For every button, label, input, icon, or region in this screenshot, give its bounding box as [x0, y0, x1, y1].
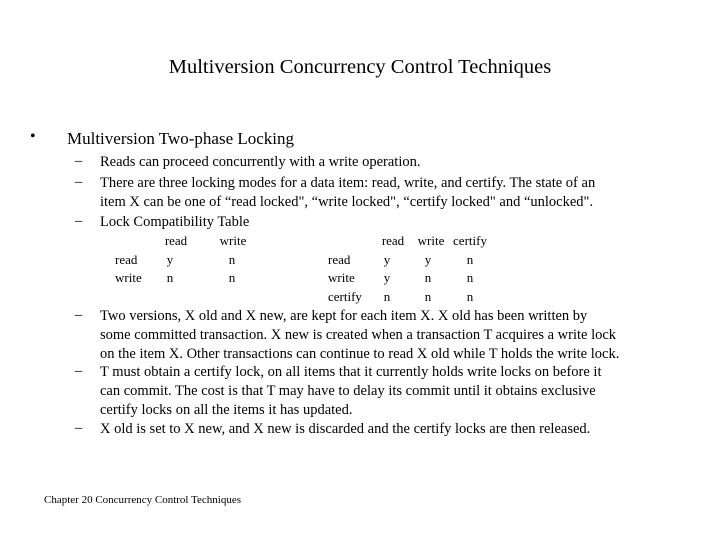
sub-item-two-versions: [100, 307, 619, 364]
table2-cell: y: [383, 270, 391, 285]
slide-footer: Chapter 20 Concurrency Control Techniques: [44, 494, 241, 506]
table1-row-label: write: [115, 270, 142, 285]
sub-item-line: Two versions, X old and X new, are kept for each item X. X old has been written by: [100, 308, 588, 324]
slide-title: Multiversion Concurrency Control Techniques: [168, 56, 552, 78]
dash-marker: –: [75, 213, 83, 229]
sub-item-locking-modes: [100, 174, 595, 212]
sub-item-xold-set: [100, 420, 590, 439]
table1-cell: y: [166, 252, 174, 267]
bullet-marker: •: [30, 128, 36, 145]
dash-marker: –: [75, 174, 83, 190]
table2-cell: n: [466, 252, 474, 267]
table2-col-header: write: [417, 233, 445, 248]
table2-cell: n: [466, 270, 474, 285]
sub-item-line: can commit. The cost is that T may have to delay its commit until it obtains exclusive: [100, 383, 596, 399]
sub-item-line: Lock Compatibility Table: [100, 214, 250, 230]
table2-row-label: write: [328, 270, 355, 285]
dash-marker: –: [75, 153, 83, 169]
table2-row-label: certify: [328, 289, 362, 304]
table2-col-header: read: [381, 233, 405, 248]
dash-marker: –: [75, 307, 83, 323]
sub-item-reads: [100, 153, 420, 172]
sub-item-compat-table: [100, 213, 249, 232]
table1-row-label: read: [115, 252, 138, 267]
dash-marker: –: [75, 363, 83, 379]
table2-cell: n: [424, 289, 432, 304]
sub-item-line: There are three locking modes for a data item: read, write, and certify. The state of an: [100, 175, 596, 191]
sub-item-line: T must obtain a certify lock, on all items that it currently holds write locks on before it: [100, 364, 602, 380]
table1-cell: n: [228, 252, 236, 267]
table2-row-label: read: [328, 252, 351, 267]
sub-item-certify-lock: [100, 363, 601, 420]
dash-marker: –: [75, 420, 83, 436]
sub-item-line: X old is set to X new, and X new is discarded and the certify locks are then released.: [100, 421, 591, 437]
sub-item-line: some committed transaction. X new is created when a transaction T acquires a write lock: [100, 327, 617, 343]
table2-cell: n: [383, 289, 391, 304]
table2-cell: n: [466, 289, 474, 304]
table1-cell: n: [166, 270, 174, 285]
sub-item-line: certify locks on all the items it has updated.: [100, 402, 353, 418]
table2-cell: n: [424, 270, 432, 285]
sub-item-line: Reads can proceed concurrently with a write operation.: [100, 154, 421, 170]
table1-cell: n: [228, 270, 236, 285]
sub-item-line: item X can be one of “read locked", “write locked", “certify locked" and “unlocked".: [100, 194, 594, 210]
table2-cell: y: [424, 252, 432, 267]
table1-col-header: write: [219, 233, 247, 248]
table1-col-header: read: [164, 233, 188, 248]
bullet-heading: Multiversion Two-phase Locking: [67, 129, 295, 148]
sub-item-line: on the item X. Other transactions can continue to read X old while T holds the write lock.: [100, 346, 620, 362]
table2-col-header: certify: [453, 233, 487, 248]
table2-cell: y: [383, 252, 391, 267]
